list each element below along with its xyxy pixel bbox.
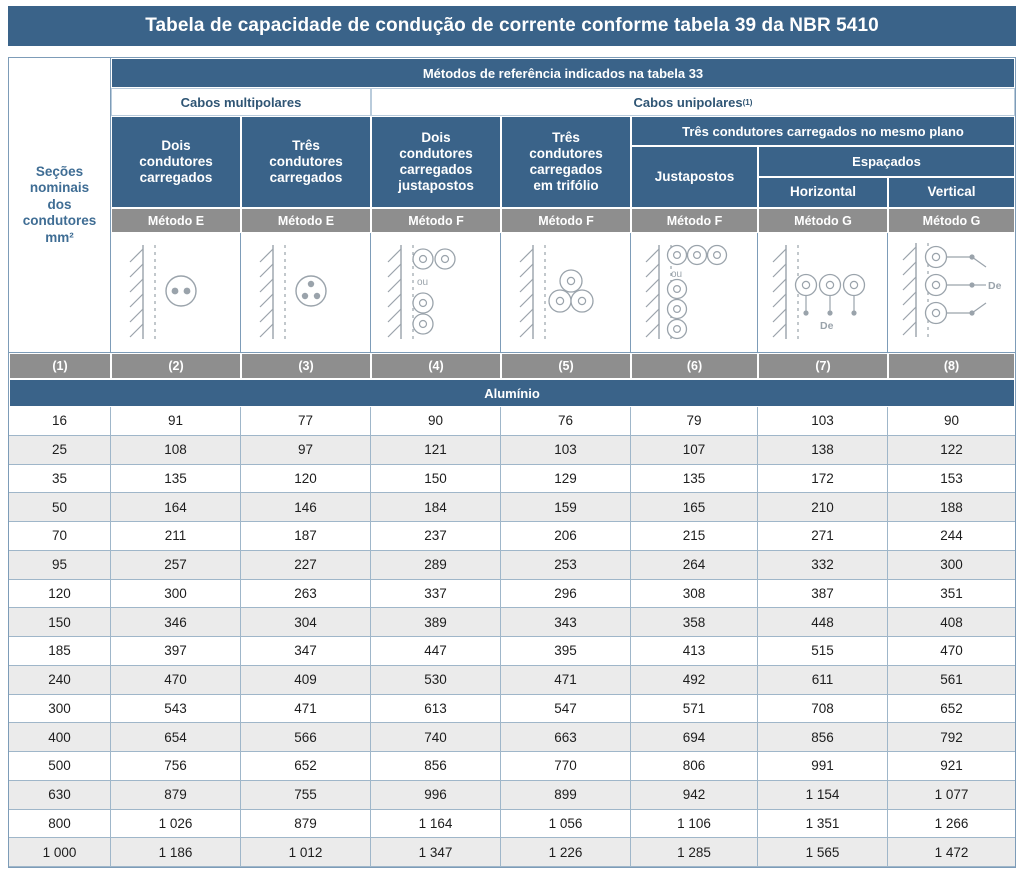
- table-cell-r14-c6: 942: [631, 781, 758, 810]
- table-cell-r8-c5: 343: [501, 608, 631, 637]
- table-cell-r12-c2: 654: [111, 723, 241, 752]
- table-cell-r2-c5: 103: [501, 436, 631, 465]
- table-cell-r8-c6: 358: [631, 608, 758, 637]
- table-cell-r10-c2: 470: [111, 666, 241, 695]
- table-cell-r2-c2: 108: [111, 436, 241, 465]
- table-cell-r10-c7: 611: [758, 666, 888, 695]
- sections-header-line: condutores: [22, 213, 97, 229]
- table-cell-r7-c4: 337: [371, 580, 501, 609]
- column-title-line: condutores: [529, 145, 603, 161]
- column-number-1: (1): [9, 353, 111, 379]
- table-cell-r16-c5: 1 226: [501, 838, 631, 867]
- table-cell-r6-c1: 95: [9, 551, 111, 580]
- column-title-line: condutores: [399, 145, 473, 161]
- table-cell-r11-c4: 613: [371, 695, 501, 724]
- table-cell-r3-c3: 120: [241, 465, 371, 494]
- table-cell-r10-c4: 530: [371, 666, 501, 695]
- table-cell-r6-c4: 289: [371, 551, 501, 580]
- table-cell-r13-c3: 652: [241, 752, 371, 781]
- table-cell-r9-c8: 470: [888, 637, 1015, 666]
- table-cell-r10-c5: 471: [501, 666, 631, 695]
- table-cell-r9-c4: 447: [371, 637, 501, 666]
- table-cell-r4-c1: 50: [9, 493, 111, 522]
- table-cell-r13-c2: 756: [111, 752, 241, 781]
- table-cell-r15-c6: 1 106: [631, 810, 758, 839]
- table-cell-r4-c4: 184: [371, 493, 501, 522]
- table-cell-r14-c1: 630: [9, 781, 111, 810]
- table-cell-r14-c7: 1 154: [758, 781, 888, 810]
- column-title-line: carregados: [139, 170, 213, 186]
- table-cell-r16-c1: 1 000: [9, 838, 111, 867]
- table-cell-r14-c2: 879: [111, 781, 241, 810]
- table-cell-r4-c2: 164: [111, 493, 241, 522]
- column-title-7-justapostos: Justapostos: [631, 146, 758, 208]
- wall-trefoil-icon: [501, 233, 631, 353]
- wall-three-core-multipolar-icon: [241, 233, 371, 353]
- column-title-line: carregados: [269, 170, 343, 186]
- column-title-8-vertical: Vertical: [888, 177, 1015, 208]
- table-cell-r13-c8: 921: [888, 752, 1015, 781]
- table-cell-r1-c1: 16: [9, 407, 111, 436]
- table-cell-r11-c5: 547: [501, 695, 631, 724]
- capacity-table: [8, 57, 1016, 868]
- column-title-line: em trifólio: [533, 178, 599, 194]
- sections-header: [9, 58, 111, 353]
- table-cell-r9-c2: 397: [111, 637, 241, 666]
- column-title-line: Dois: [421, 129, 451, 145]
- table-cell-r8-c2: 346: [111, 608, 241, 637]
- table-cell-r3-c4: 150: [371, 465, 501, 494]
- table-cell-r6-c7: 332: [758, 551, 888, 580]
- table-cell-r11-c8: 652: [888, 695, 1015, 724]
- table-cell-r5-c1: 70: [9, 522, 111, 551]
- method-label-6: Método F: [631, 208, 758, 233]
- table-cell-r11-c7: 708: [758, 695, 888, 724]
- table-cell-r10-c6: 492: [631, 666, 758, 695]
- table-cell-r12-c1: 400: [9, 723, 111, 752]
- table-cell-r13-c7: 991: [758, 752, 888, 781]
- table-cell-r7-c1: 120: [9, 580, 111, 609]
- method-label-5: Método F: [501, 208, 631, 233]
- table-cell-r4-c5: 159: [501, 493, 631, 522]
- table-cell-r13-c6: 806: [631, 752, 758, 781]
- column-number-2: (2): [111, 353, 241, 379]
- sections-header-line: Seções: [35, 163, 84, 179]
- same-plane-band: Três condutores carregados no mesmo plano: [631, 116, 1015, 146]
- table-cell-r10-c3: 409: [241, 666, 371, 695]
- column-title-line: Três: [292, 137, 320, 153]
- table-cell-r9-c3: 347: [241, 637, 371, 666]
- table-cell-r14-c8: 1 077: [888, 781, 1015, 810]
- table-cell-r3-c1: 35: [9, 465, 111, 494]
- table-cell-r1-c7: 103: [758, 407, 888, 436]
- table-cell-r5-c4: 237: [371, 522, 501, 551]
- table-cell-r8-c1: 150: [9, 608, 111, 637]
- table-grid: [9, 58, 1015, 867]
- footnote-marker: (1): [742, 97, 753, 107]
- table-cell-r3-c6: 135: [631, 465, 758, 494]
- table-cell-r9-c5: 395: [501, 637, 631, 666]
- table-cell-r11-c2: 543: [111, 695, 241, 724]
- table-cell-r16-c6: 1 285: [631, 838, 758, 867]
- page-title: Tabela de capacidade de condução de corrente conforme tabela 39 da NBR 5410: [8, 6, 1016, 46]
- table-cell-r1-c3: 77: [241, 407, 371, 436]
- column-number-3: (3): [241, 353, 371, 379]
- table-cell-r14-c5: 899: [501, 781, 631, 810]
- column-title-line: justapostos: [398, 178, 474, 194]
- table-cell-r8-c4: 389: [371, 608, 501, 637]
- table-cell-r16-c8: 1 472: [888, 838, 1015, 867]
- table-cell-r16-c2: 1 186: [111, 838, 241, 867]
- table-cell-r6-c2: 257: [111, 551, 241, 580]
- method-label-8: Método G: [888, 208, 1015, 233]
- table-cell-r11-c1: 300: [9, 695, 111, 724]
- table-cell-r2-c8: 122: [888, 436, 1015, 465]
- column-title-4: [371, 116, 501, 208]
- method-label-3: Método E: [241, 208, 371, 233]
- table-cell-r12-c6: 694: [631, 723, 758, 752]
- method-label-7: Método G: [758, 208, 888, 233]
- wall-two-core-multipolar-icon: [111, 233, 241, 353]
- table-cell-r5-c7: 271: [758, 522, 888, 551]
- table-cell-r6-c3: 227: [241, 551, 371, 580]
- table-cell-r11-c6: 571: [631, 695, 758, 724]
- table-cell-r5-c5: 206: [501, 522, 631, 551]
- table-cell-r12-c3: 566: [241, 723, 371, 752]
- table-cell-r15-c5: 1 056: [501, 810, 631, 839]
- table-cell-r2-c3: 97: [241, 436, 371, 465]
- group-cabos-multipolares: Cabos multipolares: [111, 88, 371, 116]
- table-cell-r2-c6: 107: [631, 436, 758, 465]
- table-cell-r1-c4: 90: [371, 407, 501, 436]
- column-number-6: (6): [631, 353, 758, 379]
- table-cell-r6-c8: 300: [888, 551, 1015, 580]
- table-cell-r16-c4: 1 347: [371, 838, 501, 867]
- table-cell-r7-c7: 387: [758, 580, 888, 609]
- table-cell-r3-c8: 153: [888, 465, 1015, 494]
- table-cell-r14-c3: 755: [241, 781, 371, 810]
- table-cell-r13-c4: 856: [371, 752, 501, 781]
- sections-header-line: mm²: [45, 229, 74, 245]
- table-cell-r7-c3: 263: [241, 580, 371, 609]
- table-cell-r8-c3: 304: [241, 608, 371, 637]
- column-number-5: (5): [501, 353, 631, 379]
- svg-text:De: De: [988, 279, 1002, 292]
- table-cell-r13-c5: 770: [501, 752, 631, 781]
- column-number-7: (7): [758, 353, 888, 379]
- group-cabos-unipolares: [371, 88, 1015, 116]
- svg-text:ou: ou: [671, 268, 683, 280]
- table-cell-r15-c2: 1 026: [111, 810, 241, 839]
- column-title-7-horizontal: Horizontal: [758, 177, 888, 208]
- column-title-line: condutores: [139, 153, 213, 169]
- table-cell-r12-c7: 856: [758, 723, 888, 752]
- sections-header-line: nominais: [29, 180, 90, 196]
- table-cell-r4-c7: 210: [758, 493, 888, 522]
- method-label-4: Método F: [371, 208, 501, 233]
- table-cell-r9-c7: 515: [758, 637, 888, 666]
- column-title-line: Dois: [161, 137, 191, 153]
- column-number-4: (4): [371, 353, 501, 379]
- table-cell-r15-c3: 879: [241, 810, 371, 839]
- group-label: Cabos unipolares: [633, 94, 743, 110]
- column-title-2: [111, 116, 241, 208]
- table-cell-r10-c1: 240: [9, 666, 111, 695]
- table-cell-r16-c3: 1 012: [241, 838, 371, 867]
- column-title-line: Três: [552, 129, 580, 145]
- table-cell-r13-c1: 500: [9, 752, 111, 781]
- table-cell-r12-c8: 792: [888, 723, 1015, 752]
- column-title-3: [241, 116, 371, 208]
- table-cell-r15-c7: 1 351: [758, 810, 888, 839]
- table-cell-r7-c6: 308: [631, 580, 758, 609]
- table-cell-r5-c3: 187: [241, 522, 371, 551]
- column-title-5: [501, 116, 631, 208]
- table-cell-r5-c8: 244: [888, 522, 1015, 551]
- table-cell-r4-c8: 188: [888, 493, 1015, 522]
- table-cell-r15-c8: 1 266: [888, 810, 1015, 839]
- wall-spaced-horizontal-icon: [758, 233, 888, 353]
- table-cell-r3-c2: 135: [111, 465, 241, 494]
- table-cell-r4-c6: 165: [631, 493, 758, 522]
- method-label-2: Método E: [111, 208, 241, 233]
- methods-reference-band: Métodos de referência indicados na tabela 33: [111, 58, 1015, 88]
- sections-header-line: dos: [47, 196, 72, 212]
- table-cell-r4-c3: 146: [241, 493, 371, 522]
- table-cell-r11-c3: 471: [241, 695, 371, 724]
- table-cell-r2-c7: 138: [758, 436, 888, 465]
- table-cell-r15-c1: 800: [9, 810, 111, 839]
- table-cell-r1-c5: 76: [501, 407, 631, 436]
- material-band-aluminio: Alumínio: [9, 379, 1015, 407]
- table-cell-r2-c4: 121: [371, 436, 501, 465]
- table-cell-r14-c4: 996: [371, 781, 501, 810]
- column-title-line: carregados: [399, 162, 473, 177]
- table-cell-r8-c7: 448: [758, 608, 888, 637]
- table-cell-r10-c8: 561: [888, 666, 1015, 695]
- table-cell-r12-c4: 740: [371, 723, 501, 752]
- table-cell-r1-c8: 90: [888, 407, 1015, 436]
- table-cell-r9-c6: 413: [631, 637, 758, 666]
- table-cell-r1-c6: 79: [631, 407, 758, 436]
- wall-three-unipolar-touching-icon: [631, 233, 758, 353]
- table-cell-r7-c2: 300: [111, 580, 241, 609]
- column-title-line: carregados: [529, 162, 603, 177]
- table-cell-r3-c5: 129: [501, 465, 631, 494]
- svg-text:ou: ou: [417, 276, 429, 288]
- table-cell-r8-c8: 408: [888, 608, 1015, 637]
- table-cell-r16-c7: 1 565: [758, 838, 888, 867]
- wall-two-unipolar-touching-icon: [371, 233, 501, 353]
- table-cell-r7-c8: 351: [888, 580, 1015, 609]
- table-cell-r7-c5: 296: [501, 580, 631, 609]
- table-cell-r2-c1: 25: [9, 436, 111, 465]
- table-cell-r12-c5: 663: [501, 723, 631, 752]
- column-number-8: (8): [888, 353, 1015, 379]
- table-cell-r9-c1: 185: [9, 637, 111, 666]
- table-cell-r15-c4: 1 164: [371, 810, 501, 839]
- table-cell-r3-c7: 172: [758, 465, 888, 494]
- column-title-line: condutores: [269, 153, 343, 169]
- table-cell-r5-c6: 215: [631, 522, 758, 551]
- wall-spaced-vertical-icon: [888, 233, 1015, 353]
- table-cell-r5-c2: 211: [111, 522, 241, 551]
- spaced-band: Espaçados: [758, 146, 1015, 177]
- table-cell-r1-c2: 91: [111, 407, 241, 436]
- table-cell-r6-c5: 253: [501, 551, 631, 580]
- table-cell-r6-c6: 264: [631, 551, 758, 580]
- svg-text:De: De: [820, 319, 834, 332]
